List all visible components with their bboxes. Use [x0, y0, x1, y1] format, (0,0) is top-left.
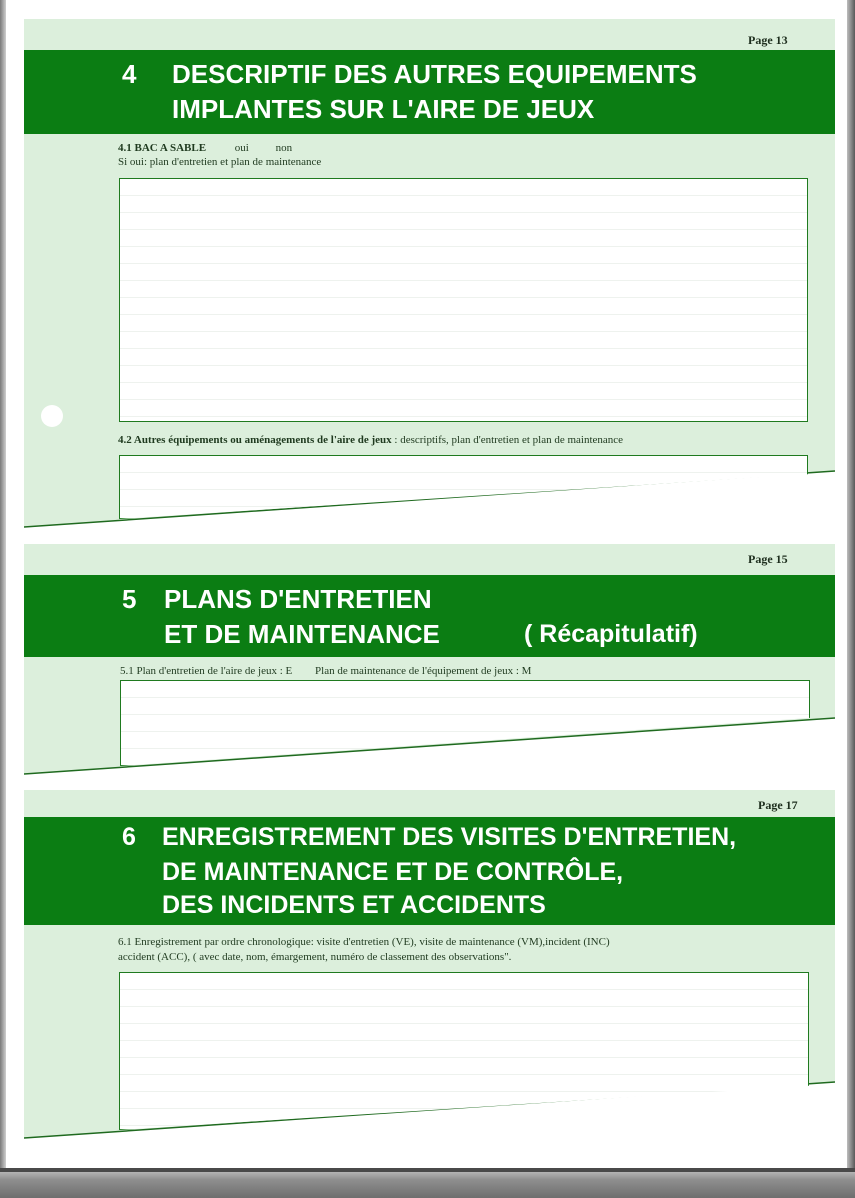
section-title-line: IMPLANTES SUR L'AIRE DE JEUX: [172, 94, 595, 124]
field-label: [118, 434, 623, 447]
page-shadow-right: [847, 0, 855, 1170]
field-label: [118, 142, 292, 155]
section-title-suffix: ( Récapitulatif): [524, 620, 698, 648]
section-5: [24, 544, 835, 776]
autres-equipements-label: 4.2 Autres équipements ou aménagements de l'aire de jeux: [118, 434, 392, 446]
plan-entretien-label: 5.1 Plan d'entretien de l'aire de jeux : E: [120, 665, 293, 677]
field-label-line: 6.1 Enregistrement par ordre chronologique: visite d'entretien (VE), visite de maintenance (VM),incident (INC): [118, 936, 610, 948]
field-label: [120, 665, 531, 678]
plan-maintenance-label: Plan de maintenance de l'équipement de jeux : M: [315, 665, 532, 677]
section-title-line: DESCRIPTIF DES AUTRES EQUIPEMENTS: [172, 59, 697, 89]
field-sublabel: Si oui: plan d'entretien et plan de maintenance: [118, 156, 322, 168]
section-number: 4: [122, 59, 137, 89]
section-title-line: DES INCIDENTS ET ACCIDENTS: [162, 891, 546, 919]
page-number: Page 15: [748, 552, 788, 566]
option-oui[interactable]: oui: [234, 142, 249, 154]
section-6: [24, 790, 835, 1142]
page-number: Page 17: [758, 798, 798, 812]
section-4: [24, 19, 835, 529]
section-banner: [24, 817, 835, 925]
section-number: 6: [122, 823, 136, 851]
section-title-line: DE MAINTENANCE ET DE CONTRÔLE,: [162, 858, 624, 886]
section-title-line: PLANS D'ENTRETIEN: [164, 584, 432, 614]
viewer-bottom-bar: [0, 1168, 855, 1198]
section-title-line: ENREGISTREMENT DES VISITES D'ENTRETIEN,: [162, 823, 737, 851]
option-non[interactable]: non: [275, 142, 293, 154]
section-banner: [24, 50, 835, 134]
page-number: Page 13: [748, 33, 788, 47]
autres-equipements-label-rest: : descriptifs, plan d'entretien et plan de maintenance: [391, 434, 624, 446]
bac-a-sable-label: 4.1 BAC A SABLE: [118, 142, 207, 154]
section-title-line: ET DE MAINTENANCE: [164, 619, 440, 649]
section-number: 5: [122, 584, 137, 614]
page-shadow-left: [0, 0, 6, 1170]
field-label-line: accident (ACC), ( avec date, nom, émargement, numéro de classement des observations".: [118, 951, 512, 963]
section-banner: [24, 575, 835, 657]
binder-hole: [41, 405, 63, 427]
bac-a-sable-textarea[interactable]: [119, 178, 808, 422]
